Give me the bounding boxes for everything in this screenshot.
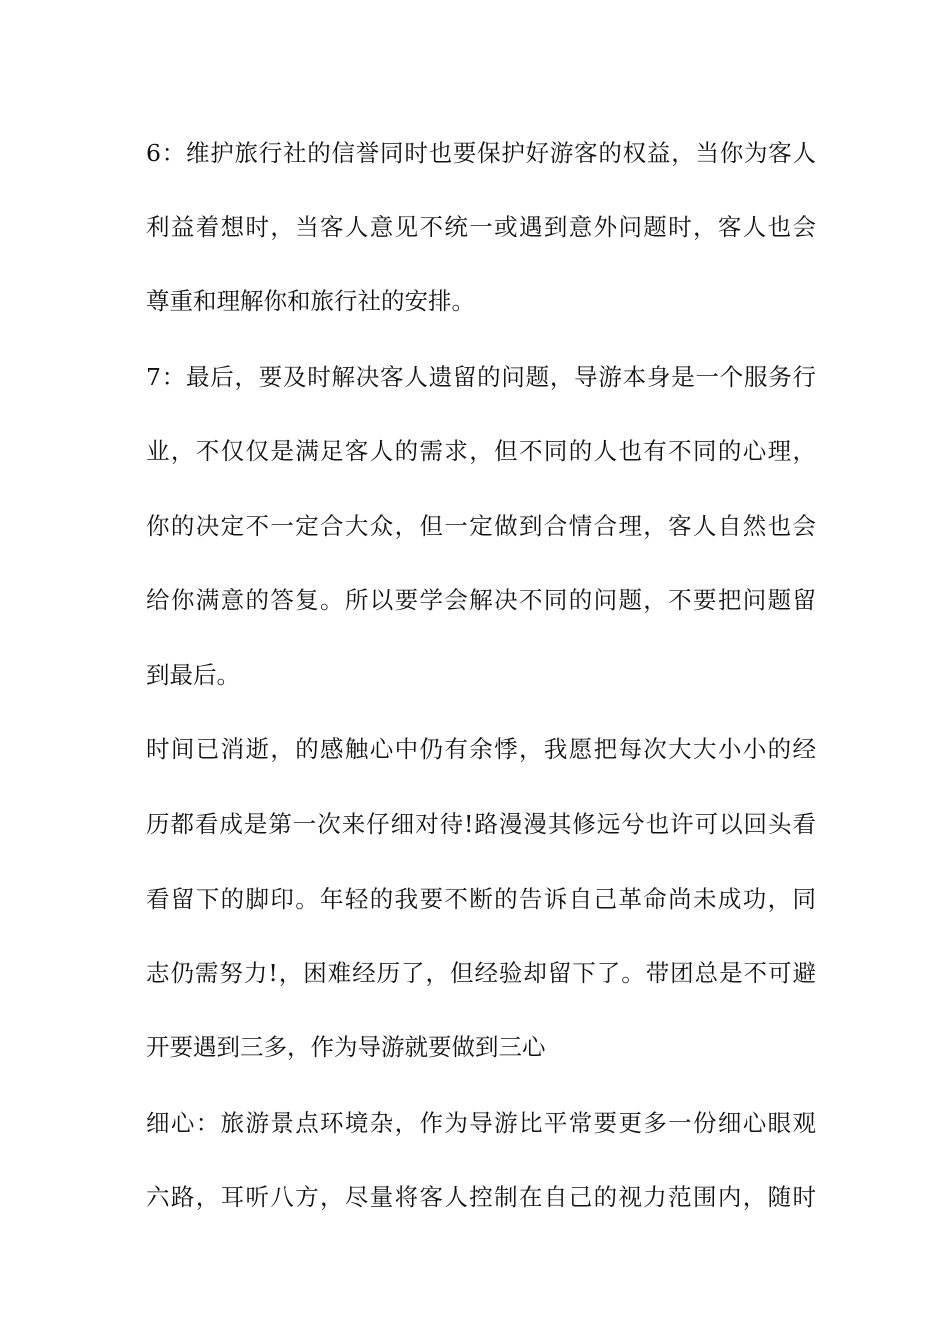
text-line: 看留下的脚印。年轻的我要不断的告诉自己革命尚未成功，同 (146, 885, 816, 913)
text-line: 开要遇到三多，作为导游就要做到三心 (146, 1033, 546, 1061)
text-line: 细心：旅游景点环境杂，作为导游比平常要更多一份细心眼观 (146, 1109, 816, 1137)
text-line: 六路，耳听八方，尽量将客人控制在自己的视力范围内，随时 (146, 1183, 816, 1211)
text-line: 7：最后，要及时解决客人遗留的问题，导游本身是一个服务行 (146, 363, 816, 391)
text-line: 到最后。 (146, 661, 240, 689)
text-line: 业，不仅仅是满足客人的需求，但不同的人也有不同的心理， (146, 437, 816, 465)
text-line: 尊重和理解你和旅行社的安排。 (146, 287, 475, 315)
text-line: 时间已消逝，的感触心中仍有余悸，我愿把每次大大小小的经 (146, 735, 816, 763)
text-line: 利益着想时，当客人意见不统一或遇到意外问题时，客人也会 (146, 213, 816, 241)
text-line: 你的决定不一定合大众，但一定做到合情合理，客人自然也会 (146, 512, 816, 540)
text-line: 历都看成是第一次来仔细对待!路漫漫其修远兮也许可以回头看 (146, 810, 816, 838)
text-line: 志仍需努力!，困难经历了，但经验却留下了。带团总是不可避 (146, 959, 816, 987)
text-line: 给你满意的答复。所以要学会解决不同的问题，不要把问题留 (146, 586, 816, 614)
text-line: 6：维护旅行社的信誉同时也要保护好游客的权益，当你为客人 (146, 139, 816, 167)
